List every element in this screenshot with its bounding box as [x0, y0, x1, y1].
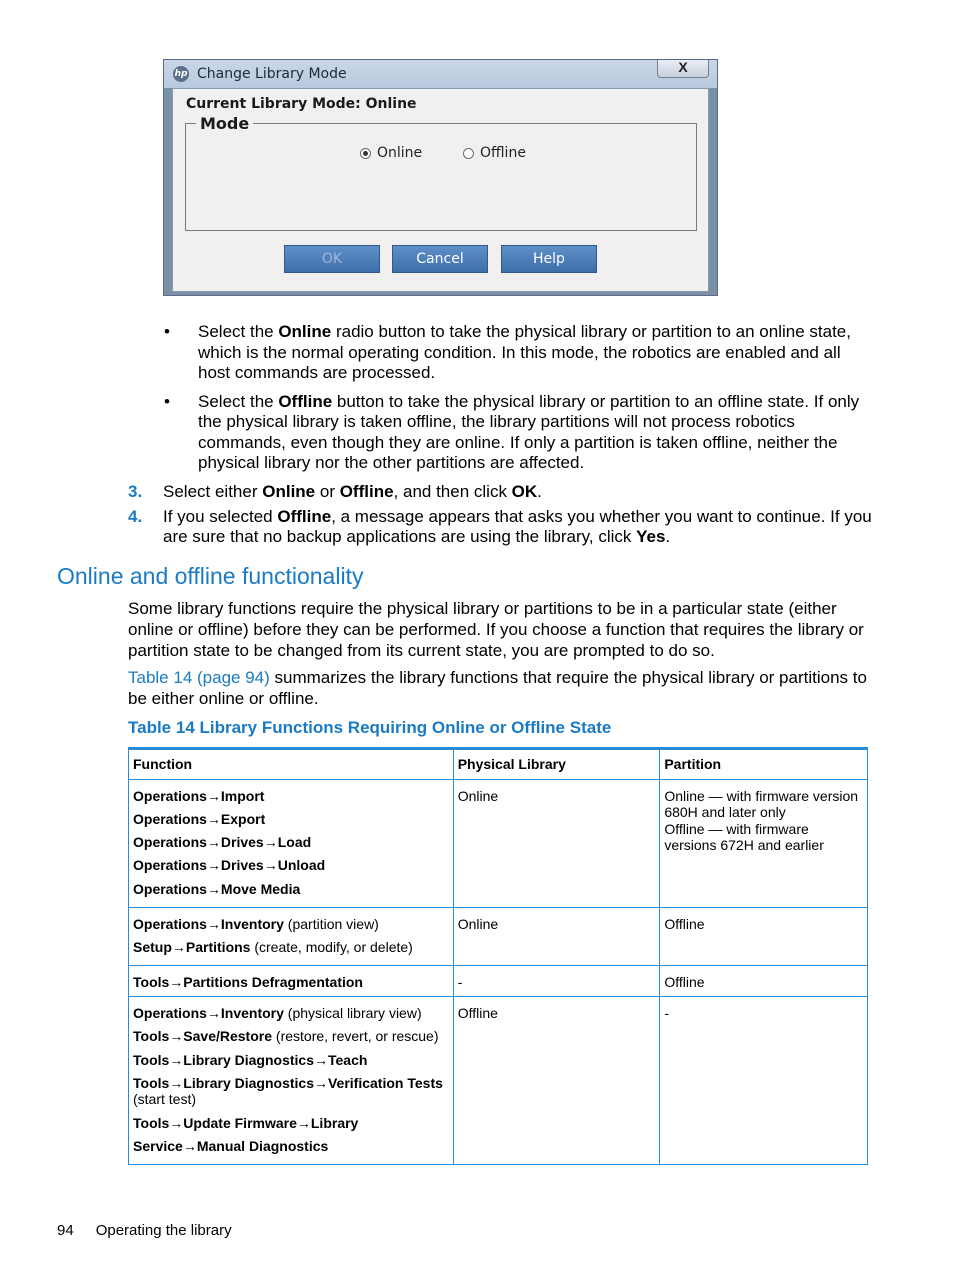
- partition-line: Online — with firmware version 680H and later only: [664, 787, 859, 820]
- step-bold: OK: [511, 482, 538, 501]
- table-row: [129, 907, 868, 965]
- step-item: [128, 482, 873, 503]
- bullet-bold: Offline: [278, 391, 333, 411]
- function-line: Tools→Library Diagnostics→Teach: [133, 1051, 368, 1068]
- step-text: .: [665, 527, 671, 546]
- online-radio[interactable]: [360, 145, 422, 161]
- cancel-button[interactable]: Cancel: [392, 245, 488, 273]
- function-cell: [129, 779, 454, 907]
- summary-paragraph: [128, 667, 868, 709]
- offline-radio-label: Offline: [480, 145, 526, 161]
- table-row: [129, 965, 868, 997]
- radio-unselected-icon: [463, 148, 474, 159]
- function-line: Tools→Save/Restore (restore, revert, or rescue): [133, 1028, 439, 1045]
- dialog-title: Change Library Mode: [197, 66, 347, 82]
- partition-line: Offline — with firmware versions 672H and earlier: [664, 820, 824, 853]
- bullet-text: button to take the physical library or partition to an offline state. If only the physical library is taken offline, the library partitions will not process robotics commands, even though they are online. If only a partition is taken offline, neither the physical library nor the other partitions are affected.: [198, 391, 860, 472]
- page-number: 94: [57, 1222, 74, 1239]
- mode-groupbox: [185, 114, 697, 231]
- physical-library-cell: Online: [453, 907, 660, 965]
- step-bold: Yes: [636, 527, 666, 546]
- step-text: Select either: [163, 482, 263, 501]
- function-line: Operations→Inventory (physical library view): [133, 1005, 422, 1021]
- functions-table: [128, 747, 868, 1165]
- mode-group-label: Mode: [196, 114, 253, 133]
- step-text: If you selected: [163, 506, 278, 526]
- bullet-icon: •: [164, 322, 170, 341]
- function-line: Operations→Move Media: [133, 880, 301, 897]
- bullet-bold: Online: [278, 322, 332, 341]
- bullet-text: Select the: [198, 391, 279, 411]
- section-heading: Online and offline functionality: [57, 563, 364, 589]
- table-row: [129, 779, 868, 907]
- function-line: Tools→Partitions Defragmentation: [133, 973, 363, 990]
- function-line: Operations→Drives→Load: [133, 834, 312, 851]
- footer-section-title: Operating the library: [95, 1222, 232, 1239]
- function-line: Operations→Drives→Unload: [133, 857, 326, 874]
- function-line: Setup→Partitions (create, modify, or delete): [133, 938, 413, 955]
- function-line: Service→Manual Diagnostics: [133, 1137, 329, 1154]
- ok-button[interactable]: OK: [284, 245, 380, 273]
- step-item: [128, 507, 873, 548]
- table-caption: Table 14 Library Functions Requiring Online or Offline State: [128, 718, 612, 737]
- function-line: Operations→Export: [133, 810, 266, 827]
- function-cell: [129, 997, 454, 1165]
- bullet-text: radio button to take the physical library or partition to an online state, which is the normal operating condition. In this mode, the robotics are enabled and all host commands are processed.: [198, 322, 851, 382]
- column-header-function: Function: [129, 749, 454, 780]
- step-text: .: [537, 482, 542, 501]
- current-mode-label: Current Library Mode:: [186, 96, 361, 112]
- step-bold: Offline: [339, 482, 394, 501]
- function-line: Operations→Import: [133, 787, 265, 804]
- step-text: or: [315, 482, 340, 501]
- current-library-mode: [186, 96, 417, 112]
- partition-cell: Offline: [660, 965, 868, 997]
- list-item: [162, 322, 872, 384]
- step-bold: Online: [262, 482, 316, 501]
- step-number: 3.: [128, 482, 143, 501]
- column-header-physical-library: Physical Library: [453, 749, 660, 780]
- partition-cell: [660, 779, 868, 907]
- help-button[interactable]: Help: [501, 245, 597, 273]
- physical-library-cell: -: [453, 965, 660, 997]
- function-line: Tools→Update Firmware→Library: [133, 1114, 359, 1131]
- function-cell: [129, 907, 454, 965]
- function-cell: [129, 965, 454, 997]
- dialog-titlebar: [164, 60, 717, 88]
- current-mode-value: Online: [365, 96, 417, 112]
- bullet-text: Select the: [198, 322, 279, 341]
- column-header-partition: Partition: [660, 749, 868, 780]
- step-text: , a message appears that asks you whether you want to continue. If you are sure that no backup applications are using the library, click: [163, 506, 872, 546]
- step-number: 4.: [128, 506, 143, 526]
- step-text: , and then click: [393, 482, 512, 501]
- page-footer: [57, 1222, 232, 1239]
- table-header-row: [129, 749, 868, 780]
- hp-logo-icon: hp: [173, 66, 189, 82]
- list-item: [162, 392, 872, 474]
- function-line: Tools→Library Diagnostics→Verification Tests (start test): [133, 1074, 443, 1108]
- table-link[interactable]: Table 14 (page 94): [128, 668, 270, 687]
- steps-list: [128, 482, 873, 552]
- close-button[interactable]: X: [657, 60, 709, 78]
- offline-radio[interactable]: [463, 145, 526, 161]
- mode-bullet-list: [162, 322, 872, 482]
- dialog-client-area: [172, 88, 709, 292]
- summary-text: summarizes the library functions that require the physical library or partitions to be either online or offline.: [128, 668, 867, 708]
- change-library-mode-dialog: [163, 59, 718, 296]
- physical-library-cell: Online: [453, 779, 660, 907]
- physical-library-cell: Offline: [453, 997, 660, 1165]
- partition-cell: Offline: [660, 907, 868, 965]
- function-line: Operations→Inventory (partition view): [133, 915, 379, 932]
- step-bold: Offline: [277, 506, 332, 526]
- table-row: [129, 997, 868, 1165]
- bullet-icon: •: [164, 391, 170, 411]
- radio-selected-icon: [360, 148, 371, 159]
- partition-cell: -: [660, 997, 868, 1165]
- online-radio-label: Online: [377, 145, 423, 161]
- intro-paragraph: Some library functions require the physical library or partitions to be in a particular state (either online or offline) before they can be performed. If you choose a function that requires the library or partition state to be changed from its current state, you are prompted to do so.: [128, 599, 864, 660]
